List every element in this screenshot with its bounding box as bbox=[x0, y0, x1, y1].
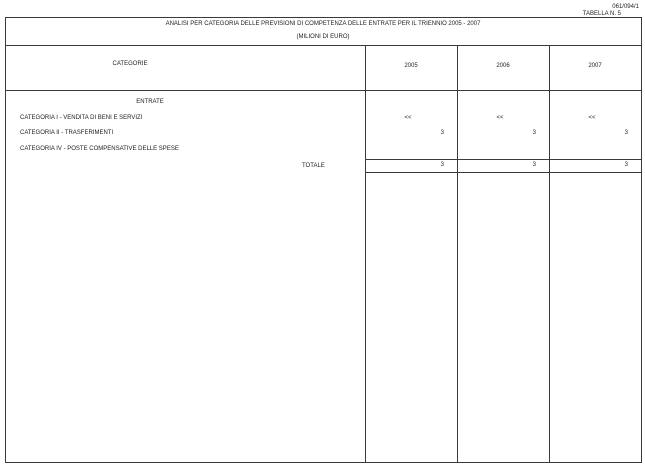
column-header-2005: 2005 bbox=[404, 63, 418, 69]
column-header-2007: 2007 bbox=[588, 63, 602, 69]
table-number: TABELLA N. 5 bbox=[582, 11, 621, 17]
total-label: TOTALE bbox=[302, 163, 325, 169]
column-header-categorie: CATEGORIE bbox=[112, 61, 148, 67]
row-label: CATEGORIA II - TRASFERIMENTI bbox=[20, 130, 114, 136]
total-2006: 3 bbox=[532, 162, 536, 168]
total-2007: 3 bbox=[624, 162, 628, 168]
table-title: ANALISI PER CATEGORIA DELLE PREVISIONI DI COMPETENZA DELLE ENTRATE PER IL TRIENNIO 2005 - 2007 bbox=[165, 21, 481, 27]
cell-2006: << bbox=[496, 115, 504, 121]
table-unit: (MILIONI DI EURO) bbox=[296, 34, 350, 40]
document-code: 061/094/1 bbox=[612, 4, 639, 10]
cell-2007: << bbox=[588, 115, 596, 121]
cell-2006: 3 bbox=[532, 130, 536, 136]
cell-2005: 3 bbox=[440, 130, 444, 136]
total-2005: 3 bbox=[440, 162, 444, 168]
cell-2007: 3 bbox=[624, 130, 628, 136]
cell-2005: << bbox=[404, 115, 412, 121]
row-label: CATEGORIA I - VENDITA DI BENI E SERVIZI bbox=[20, 115, 143, 121]
column-header-2006: 2006 bbox=[496, 63, 510, 69]
section-label: ENTRATE bbox=[136, 99, 164, 105]
row-label: CATEGORIA IV - POSTE COMPENSATIVE DELLE SPESE bbox=[20, 146, 179, 152]
